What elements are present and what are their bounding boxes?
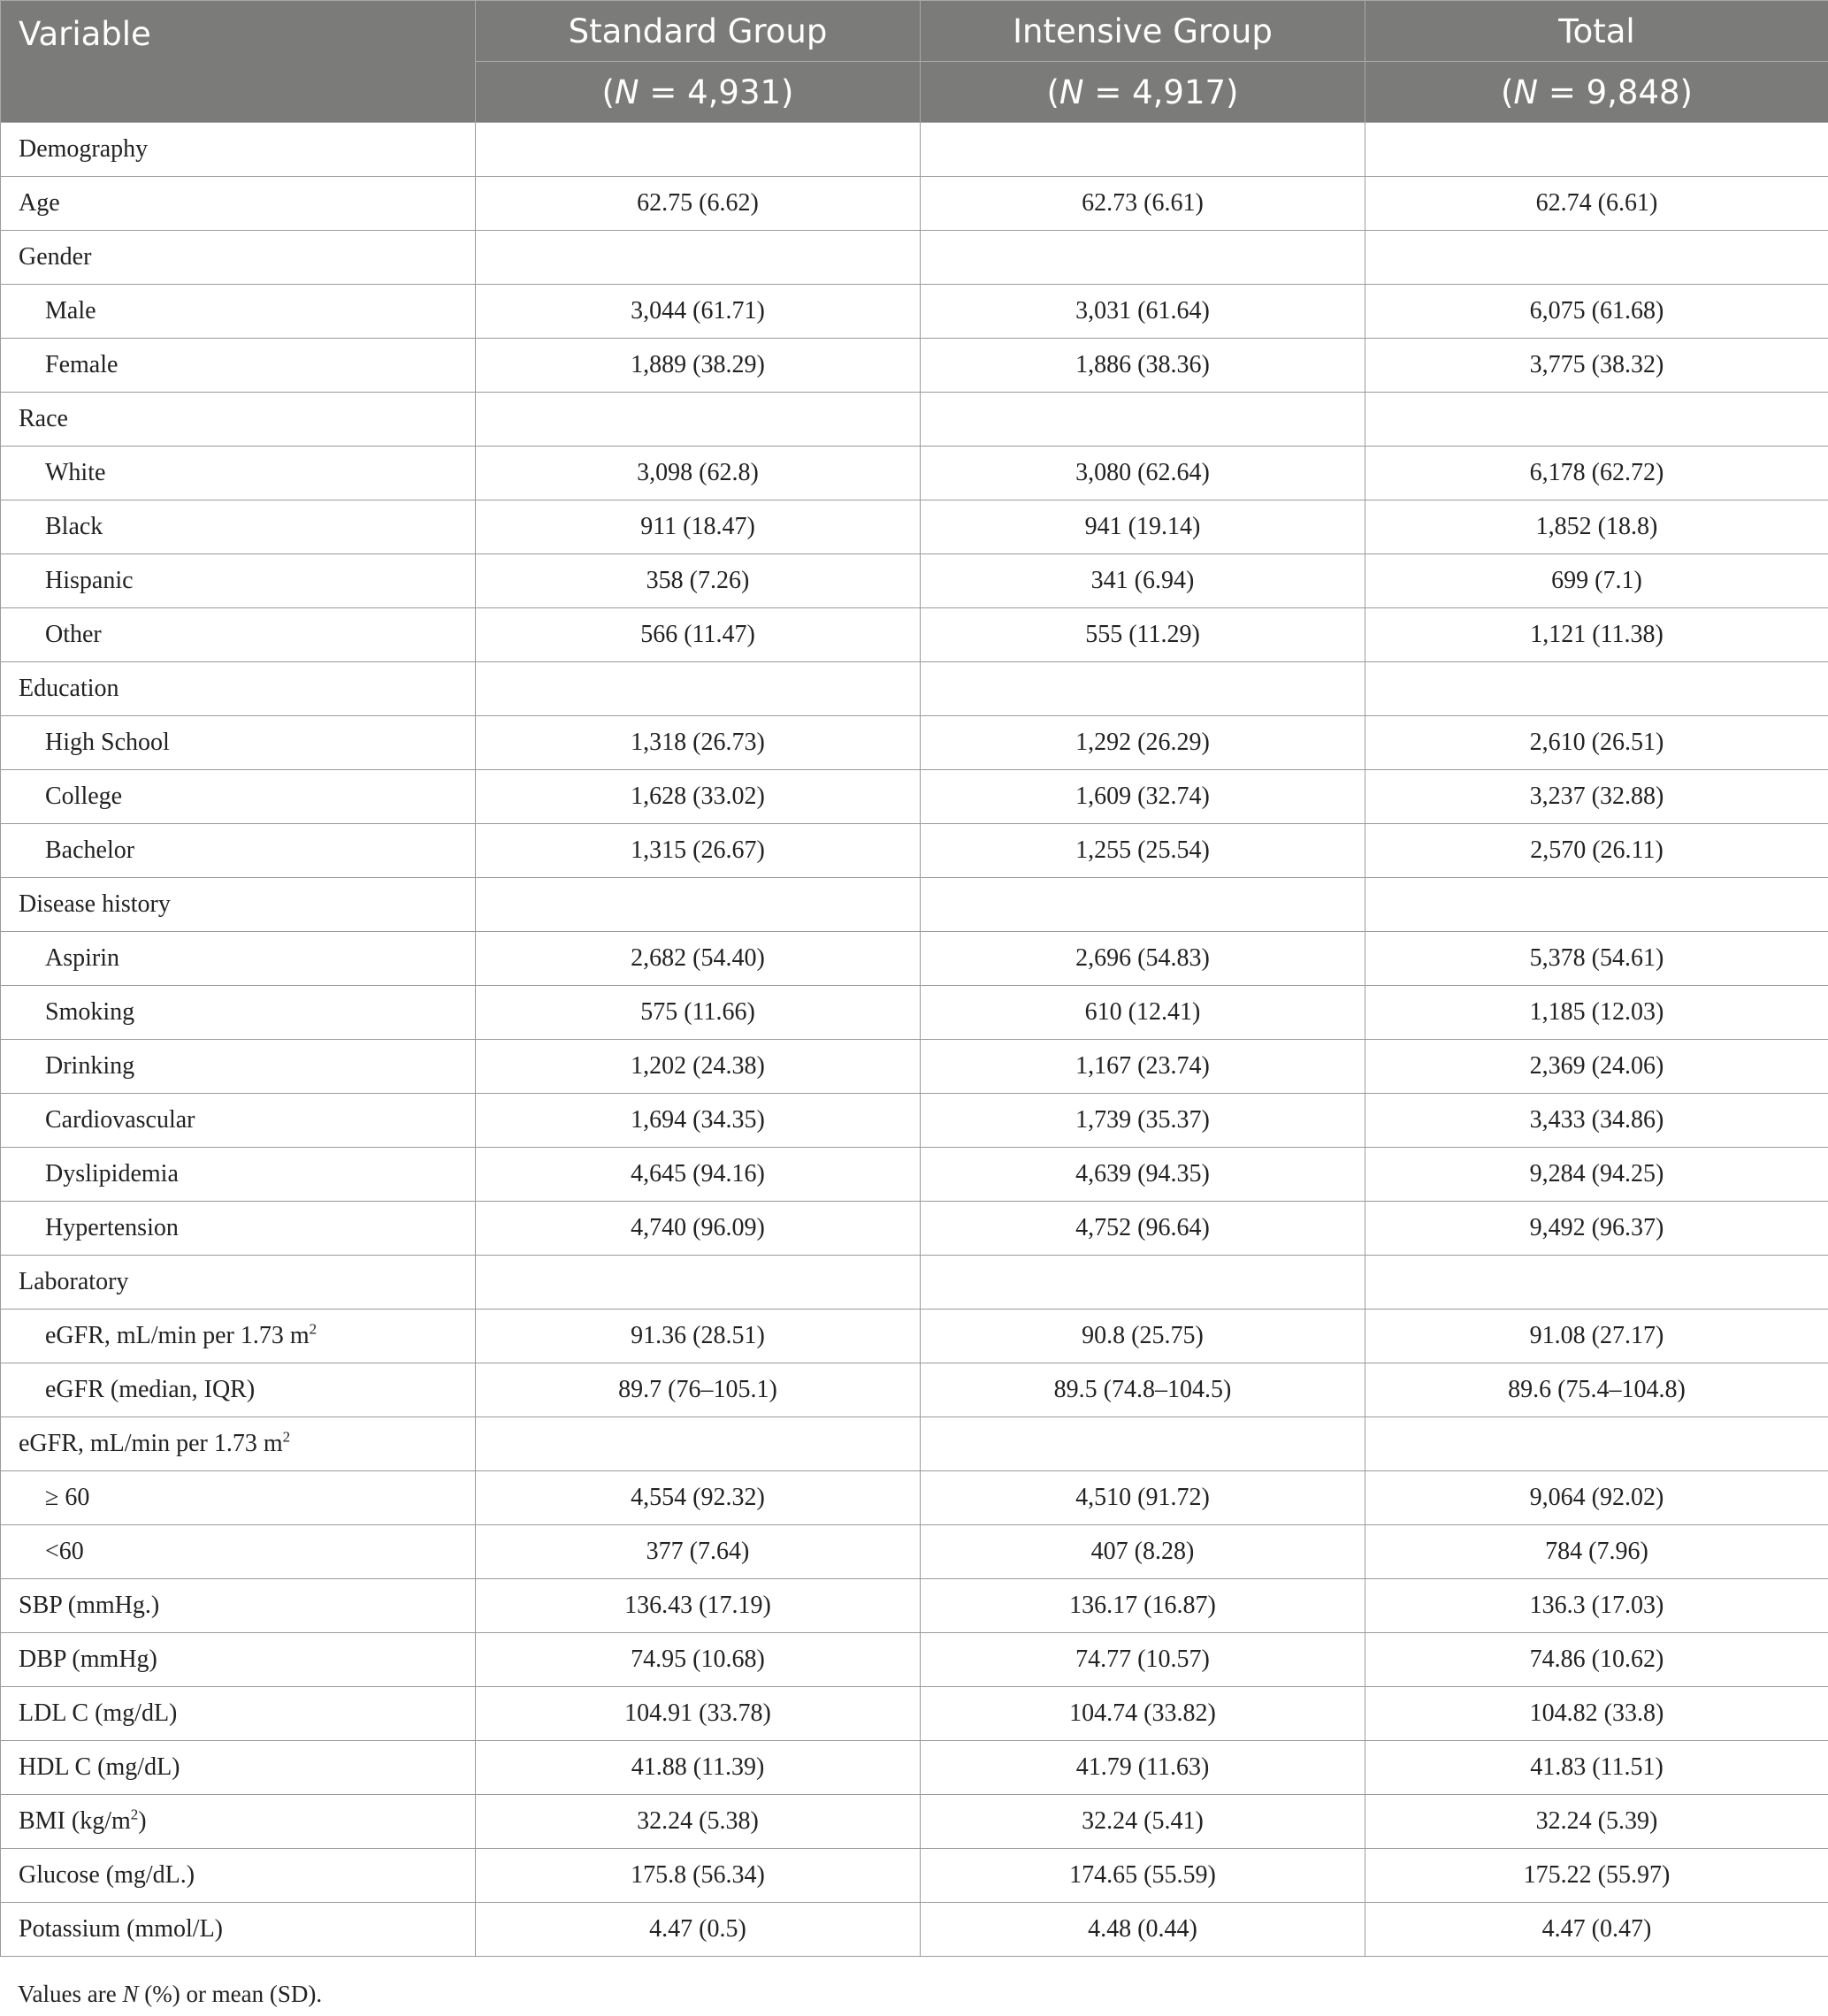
total-value: 62.74 (6.61) (1365, 177, 1828, 231)
total-value: 9,064 (92.02) (1365, 1471, 1828, 1525)
row-label (1, 1202, 476, 1256)
intensive-value (921, 231, 1365, 285)
row-label-text: Hypertension (45, 1214, 179, 1241)
total-value: 3,775 (38.32) (1365, 339, 1828, 393)
table-row (1, 1741, 1828, 1795)
row-label (1, 932, 476, 986)
row-label (1, 554, 476, 608)
standard-value: 91.36 (28.51) (476, 1310, 921, 1363)
standard-value: 74.95 (10.68) (476, 1633, 921, 1687)
row-label-text: HDL C (mg/dL) (19, 1753, 180, 1781)
total-value: 2,570 (26.11) (1365, 824, 1828, 878)
standard-value: 4,554 (92.32) (476, 1471, 921, 1525)
intensive-value: 4,510 (91.72) (921, 1471, 1365, 1525)
standard-value (476, 231, 921, 285)
intensive-value: 89.5 (74.8–104.5) (921, 1363, 1365, 1417)
total-value (1365, 1256, 1828, 1310)
header-total: Total (1365, 1, 1828, 62)
row-label (1, 1525, 476, 1579)
row-label (1, 1687, 476, 1741)
row-label (1, 1741, 476, 1795)
table-row (1, 393, 1828, 447)
row-label-text: Cardiovascular (45, 1106, 195, 1134)
header-row-names (1, 1, 1828, 62)
table-row (1, 123, 1828, 177)
row-label (1, 716, 476, 770)
total-value: 4.47 (0.47) (1365, 1903, 1828, 1957)
row-label (1, 177, 476, 231)
total-value: 41.83 (11.51) (1365, 1741, 1828, 1795)
intensive-value: 1,609 (32.74) (921, 770, 1365, 824)
row-label-text: Hispanic (45, 567, 134, 594)
standard-value: 41.88 (11.39) (476, 1741, 921, 1795)
row-label-text: Education (19, 675, 119, 702)
row-label-text: eGFR, mL/min per 1.73 m (45, 1322, 310, 1349)
row-label-text: Laboratory (19, 1268, 129, 1295)
row-label-text: Glucose (mg/dL.) (19, 1861, 195, 1889)
intensive-value: 3,031 (61.64) (921, 285, 1365, 339)
standard-value: 1,628 (33.02) (476, 770, 921, 824)
total-value: 2,610 (26.51) (1365, 716, 1828, 770)
standard-value: 4,645 (94.16) (476, 1148, 921, 1202)
row-label (1, 231, 476, 285)
intensive-value: 41.79 (11.63) (921, 1741, 1365, 1795)
standard-value: 377 (7.64) (476, 1525, 921, 1579)
table-row (1, 1795, 1828, 1849)
intensive-value: 32.24 (5.41) (921, 1795, 1365, 1849)
total-value: 784 (7.96) (1365, 1525, 1828, 1579)
row-label (1, 1310, 476, 1363)
intensive-value: 1,739 (35.37) (921, 1094, 1365, 1148)
row-label-text: Dyslipidemia (45, 1160, 179, 1187)
row-label-text: eGFR, mL/min per 1.73 m (19, 1430, 283, 1457)
standard-value: 136.43 (17.19) (476, 1579, 921, 1633)
total-value: 699 (7.1) (1365, 554, 1828, 608)
row-label (1, 1579, 476, 1633)
row-label-text: High School (45, 729, 170, 756)
row-label (1, 770, 476, 824)
row-label-text: Male (45, 297, 96, 325)
standard-value (476, 878, 921, 932)
standard-value: 175.8 (56.34) (476, 1849, 921, 1903)
row-label-text: College (45, 783, 123, 810)
total-value: 1,852 (18.8) (1365, 500, 1828, 554)
intensive-value (921, 878, 1365, 932)
standard-value: 3,044 (61.71) (476, 285, 921, 339)
table-row (1, 1202, 1828, 1256)
standard-value: 32.24 (5.38) (476, 1795, 921, 1849)
total-value: 9,284 (94.25) (1365, 1148, 1828, 1202)
intensive-value (921, 1417, 1365, 1471)
intensive-value: 2,696 (54.83) (921, 932, 1365, 986)
intensive-value (921, 393, 1365, 447)
total-value (1365, 662, 1828, 716)
header-intensive-group: Intensive Group (921, 1, 1365, 62)
header-variable: Variable (1, 1, 476, 123)
intensive-value: 104.74 (33.82) (921, 1687, 1365, 1741)
standard-value: 911 (18.47) (476, 500, 921, 554)
table-row (1, 447, 1828, 500)
row-label-text: BMI (kg/m (19, 1807, 131, 1835)
total-value (1365, 393, 1828, 447)
table-body (1, 123, 1828, 1957)
row-label (1, 285, 476, 339)
total-value: 6,178 (62.72) (1365, 447, 1828, 500)
table-row (1, 1849, 1828, 1903)
total-value: 3,433 (34.86) (1365, 1094, 1828, 1148)
intensive-value: 555 (11.29) (921, 608, 1365, 662)
total-value: 136.3 (17.03) (1365, 1579, 1828, 1633)
row-label-text: Smoking (45, 998, 135, 1026)
header-total-n: (N = 9,848) (1365, 62, 1828, 123)
row-label (1, 1849, 476, 1903)
row-label-text: <60 (45, 1538, 84, 1565)
row-label (1, 393, 476, 447)
row-label (1, 447, 476, 500)
table-row (1, 1525, 1828, 1579)
total-value (1365, 1417, 1828, 1471)
standard-value: 1,694 (34.35) (476, 1094, 921, 1148)
row-label-text: SBP (mmHg.) (19, 1592, 160, 1619)
intensive-value: 1,886 (38.36) (921, 339, 1365, 393)
total-value: 104.82 (33.8) (1365, 1687, 1828, 1741)
standard-value: 1,315 (26.67) (476, 824, 921, 878)
standard-value: 575 (11.66) (476, 986, 921, 1040)
intensive-value (921, 1256, 1365, 1310)
total-value: 2,369 (24.06) (1365, 1040, 1828, 1094)
table-row (1, 1687, 1828, 1741)
row-label-text: Demography (19, 135, 149, 163)
total-value: 89.6 (75.4–104.8) (1365, 1363, 1828, 1417)
intensive-value: 610 (12.41) (921, 986, 1365, 1040)
table-row (1, 500, 1828, 554)
intensive-value: 1,292 (26.29) (921, 716, 1365, 770)
intensive-value: 74.77 (10.57) (921, 1633, 1365, 1687)
standard-value: 4.47 (0.5) (476, 1903, 921, 1957)
row-label-superscript: 2 (309, 1320, 317, 1338)
standard-value: 1,202 (24.38) (476, 1040, 921, 1094)
total-value: 91.08 (27.17) (1365, 1310, 1828, 1363)
total-value: 32.24 (5.39) (1365, 1795, 1828, 1849)
total-value (1365, 231, 1828, 285)
intensive-value: 407 (8.28) (921, 1525, 1365, 1579)
intensive-value: 941 (19.14) (921, 500, 1365, 554)
row-label (1, 1256, 476, 1310)
row-label-text: ≥ 60 (45, 1484, 90, 1511)
row-label-text: Aspirin (45, 944, 119, 972)
total-value: 1,185 (12.03) (1365, 986, 1828, 1040)
total-value: 6,075 (61.68) (1365, 285, 1828, 339)
standard-value: 4,740 (96.09) (476, 1202, 921, 1256)
row-label-text: LDL C (mg/dL) (19, 1699, 178, 1727)
standard-value (476, 1417, 921, 1471)
standard-value: 2,682 (54.40) (476, 932, 921, 986)
table-row (1, 608, 1828, 662)
header-standard-group: Standard Group (476, 1, 921, 62)
total-value: 9,492 (96.37) (1365, 1202, 1828, 1256)
intensive-value (921, 662, 1365, 716)
table-row (1, 1579, 1828, 1633)
row-label (1, 500, 476, 554)
standard-value (476, 1256, 921, 1310)
row-label-text: eGFR (median, IQR) (45, 1376, 256, 1403)
table-row (1, 1417, 1828, 1471)
row-label (1, 986, 476, 1040)
intensive-value: 341 (6.94) (921, 554, 1365, 608)
total-value: 3,237 (32.88) (1365, 770, 1828, 824)
row-label-text: Gender (19, 243, 92, 271)
table-row (1, 986, 1828, 1040)
header-standard-n: (N = 4,931) (476, 62, 921, 123)
row-label (1, 1040, 476, 1094)
intensive-value (921, 123, 1365, 177)
row-label-text: Black (45, 513, 103, 540)
table-row (1, 1040, 1828, 1094)
row-label (1, 824, 476, 878)
row-label-text: Drinking (45, 1052, 135, 1080)
table-row (1, 1471, 1828, 1525)
total-value (1365, 878, 1828, 932)
table-row (1, 932, 1828, 986)
intensive-value: 136.17 (16.87) (921, 1579, 1365, 1633)
row-label (1, 1094, 476, 1148)
row-label-text: Race (19, 405, 68, 432)
standard-value (476, 123, 921, 177)
intensive-value: 1,255 (25.54) (921, 824, 1365, 878)
standard-value: 1,889 (38.29) (476, 339, 921, 393)
total-value: 5,378 (54.61) (1365, 932, 1828, 986)
standard-value: 566 (11.47) (476, 608, 921, 662)
standard-value: 1,318 (26.73) (476, 716, 921, 770)
table-row (1, 1310, 1828, 1363)
row-label-text: White (45, 459, 106, 486)
row-label (1, 1471, 476, 1525)
row-label-text: Age (19, 189, 60, 217)
intensive-value: 174.65 (55.59) (921, 1849, 1365, 1903)
table-row (1, 770, 1828, 824)
row-label-text: Female (45, 351, 119, 378)
row-label-text: Disease history (19, 890, 171, 918)
row-label (1, 1363, 476, 1417)
row-label-text: Potassium (mmol/L) (19, 1915, 223, 1943)
row-label (1, 608, 476, 662)
row-label-superscript: 2 (130, 1806, 139, 1823)
table-row (1, 1903, 1828, 1957)
table-row (1, 231, 1828, 285)
table-row (1, 824, 1828, 878)
table-row (1, 1363, 1828, 1417)
row-label (1, 1417, 476, 1471)
standard-value: 62.75 (6.62) (476, 177, 921, 231)
row-label (1, 1148, 476, 1202)
total-value (1365, 123, 1828, 177)
table-row (1, 878, 1828, 932)
total-value: 175.22 (55.97) (1365, 1849, 1828, 1903)
standard-value (476, 393, 921, 447)
table-row (1, 662, 1828, 716)
intensive-value: 4,639 (94.35) (921, 1148, 1365, 1202)
table-row (1, 177, 1828, 231)
row-label-superscript: 2 (282, 1428, 291, 1446)
row-label-text: DBP (mmHg) (19, 1646, 157, 1673)
table-row (1, 554, 1828, 608)
intensive-value: 62.73 (6.61) (921, 177, 1365, 231)
table-row (1, 1148, 1828, 1202)
row-label (1, 662, 476, 716)
standard-value (476, 662, 921, 716)
intensive-value: 3,080 (62.64) (921, 447, 1365, 500)
row-label (1, 339, 476, 393)
row-label (1, 1633, 476, 1687)
row-label (1, 1795, 476, 1849)
row-label (1, 1903, 476, 1957)
intensive-value: 4.48 (0.44) (921, 1903, 1365, 1957)
standard-value: 3,098 (62.8) (476, 447, 921, 500)
intensive-value: 4,752 (96.64) (921, 1202, 1365, 1256)
standard-value: 89.7 (76–105.1) (476, 1363, 921, 1417)
total-value: 1,121 (11.38) (1365, 608, 1828, 662)
table-footnote: Values are N (%) or mean (SD). (18, 1981, 323, 2007)
standard-value: 358 (7.26) (476, 554, 921, 608)
intensive-value: 90.8 (25.75) (921, 1310, 1365, 1363)
table-row (1, 339, 1828, 393)
row-label-suffix: ) (138, 1807, 147, 1835)
row-label (1, 878, 476, 932)
standard-value: 104.91 (33.78) (476, 1687, 921, 1741)
intensive-value: 1,167 (23.74) (921, 1040, 1365, 1094)
row-label-text: Other (45, 621, 102, 648)
header-intensive-n: (N = 4,917) (921, 62, 1365, 123)
table-row (1, 1633, 1828, 1687)
row-label (1, 123, 476, 177)
table-row (1, 716, 1828, 770)
total-value: 74.86 (10.62) (1365, 1633, 1828, 1687)
table-row (1, 285, 1828, 339)
table-row (1, 1256, 1828, 1310)
row-label-text: Bachelor (45, 836, 135, 864)
table-row (1, 1094, 1828, 1148)
